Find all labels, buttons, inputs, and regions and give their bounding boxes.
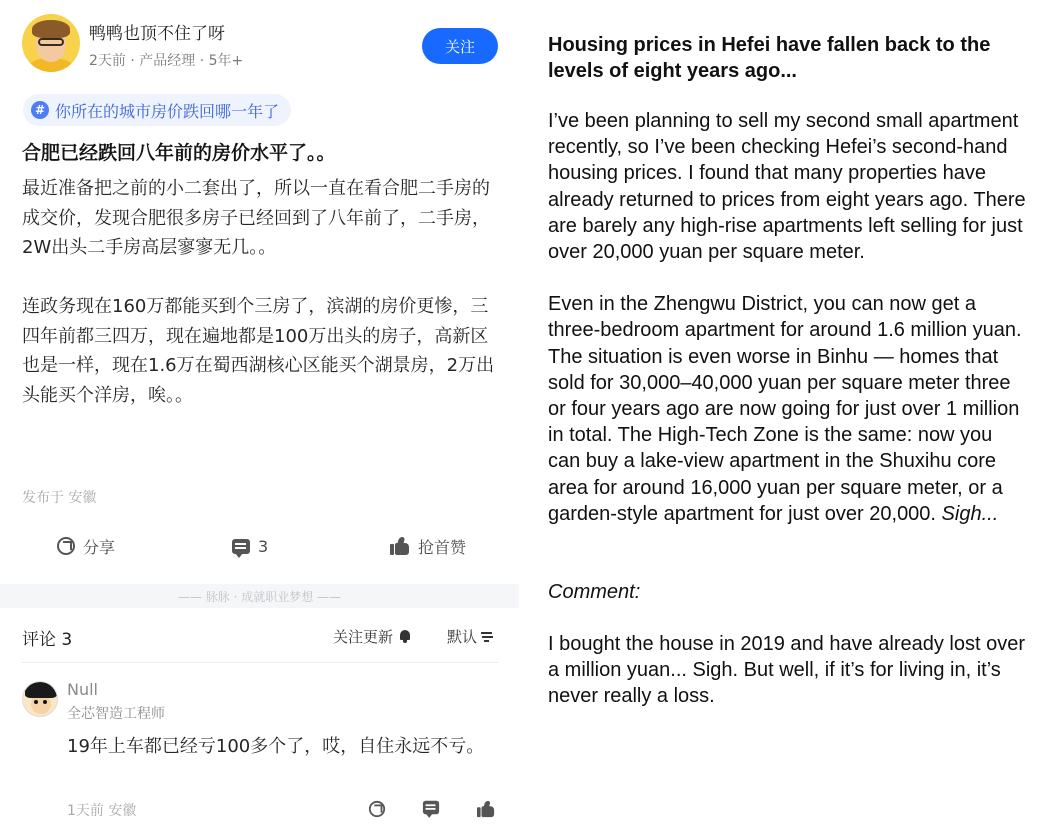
like-button[interactable] [390,530,466,562]
comments-header: 评论 3 [22,630,73,650]
thumbs-up-icon [390,537,410,555]
topic-tag[interactable] [23,94,291,126]
post-location: 发布于 安徽 [22,490,97,506]
sort-dropdown[interactable] [447,626,493,647]
follow-updates-label: 关注更新 [333,628,394,646]
commenter-name[interactable]: Null [67,680,98,699]
post-panel [0,0,519,830]
post-actions [0,530,519,562]
comment-share-icon[interactable] [369,801,385,817]
comment-meta: 1天前 安徽 [67,803,137,819]
topic-label: 你所在的城市房价跌回哪一年了 [55,101,280,121]
comment-body: 19年上车都已经亏100多个了，哎，自住永远不亏。 [67,736,485,757]
post-body [22,174,500,410]
translation-sigh: Sigh... [941,502,999,525]
commenter-avatar[interactable] [22,681,58,717]
comment-button[interactable] [232,530,268,562]
post-title: 合肥已经跌回八年前的房价水平了。。 [22,142,336,164]
sort-icon [481,631,493,643]
author-avatar[interactable] [22,14,80,72]
comment-icon [232,539,250,554]
share-icon [57,537,75,555]
comments-divider [22,662,498,663]
share-button[interactable] [57,530,115,562]
follow-updates-button[interactable] [333,626,411,647]
translation-paragraph-2 [548,291,1028,527]
translation-comment: I bought the house in 2019 and have already lost over a million yuan... Sigh. But well, if it’s for living in, it’s never really a loss. [548,633,1026,708]
brand-divider: —— 脉脉 · 成就职业梦想 —— [0,584,519,608]
translation-comment-label: Comment: [548,581,641,604]
like-label: 抢首赞 [418,537,467,557]
follow-button[interactable]: 关注 [422,28,498,64]
translation-paragraph-2-main: Even in the Zhengwu District, you can now get a three-bedroom apartment for around 1.6 million yuan. The situation is even worse in Binhu — homes that sold for 30,000–40,000 yuan per square meter three or four years ago are now going for just over 1 million in total. The High-Tech Zone is the same: now you can buy a lake-view apartment in the Shuxihu core area for around 16,000 yuan per square meter, or a garden-style apartment for just over 20,000. [548,293,1022,525]
post-paragraph-2: 连政务现在160万都能买到个三房了，滨湖的房价更惨，三四年前都三四万，现在遍地都是100万出头的房子，高新区也是一样，现在1.6万在蜀西湖核心区能买个湖景房，2万出头能买个洋房，唉。。 [22,296,495,406]
sort-label: 默认 [447,628,478,646]
post-paragraph-1: 最近准备把之前的小二套出了，所以一直在看合肥二手房的成交价，发现合肥很多房子已经回到了八年前了，二手房，2W出头二手房高层寥寥无几。。 [22,178,490,258]
share-label: 分享 [83,537,116,557]
comment-like-icon[interactable] [477,801,495,817]
bell-icon [399,630,411,643]
translation-panel [548,32,1028,710]
comment-reply-icon[interactable] [423,801,439,815]
hashtag-icon: # [31,101,49,119]
author-meta: 2天前 · 产品经理 · 5年+ [89,53,244,69]
comment-actions [368,800,496,818]
translation-paragraph-1: I’ve been planning to sell my second small apartment recently, so I’ve been checking Hefei’s second-hand housing prices. I found that many properties have already returned to prices from eight years ago. There are barely any high-rise apartments left selling for just over 20,000 yuan per square meter. [548,110,1026,264]
comment-count: 3 [258,536,269,556]
author-name[interactable]: 鸭鸭也顶不住了呀 [89,24,225,44]
translation-title: Housing prices in Hefei have fallen back to the levels of eight years ago... [548,34,991,82]
commenter-title: 全芯智造工程师 [67,706,165,722]
